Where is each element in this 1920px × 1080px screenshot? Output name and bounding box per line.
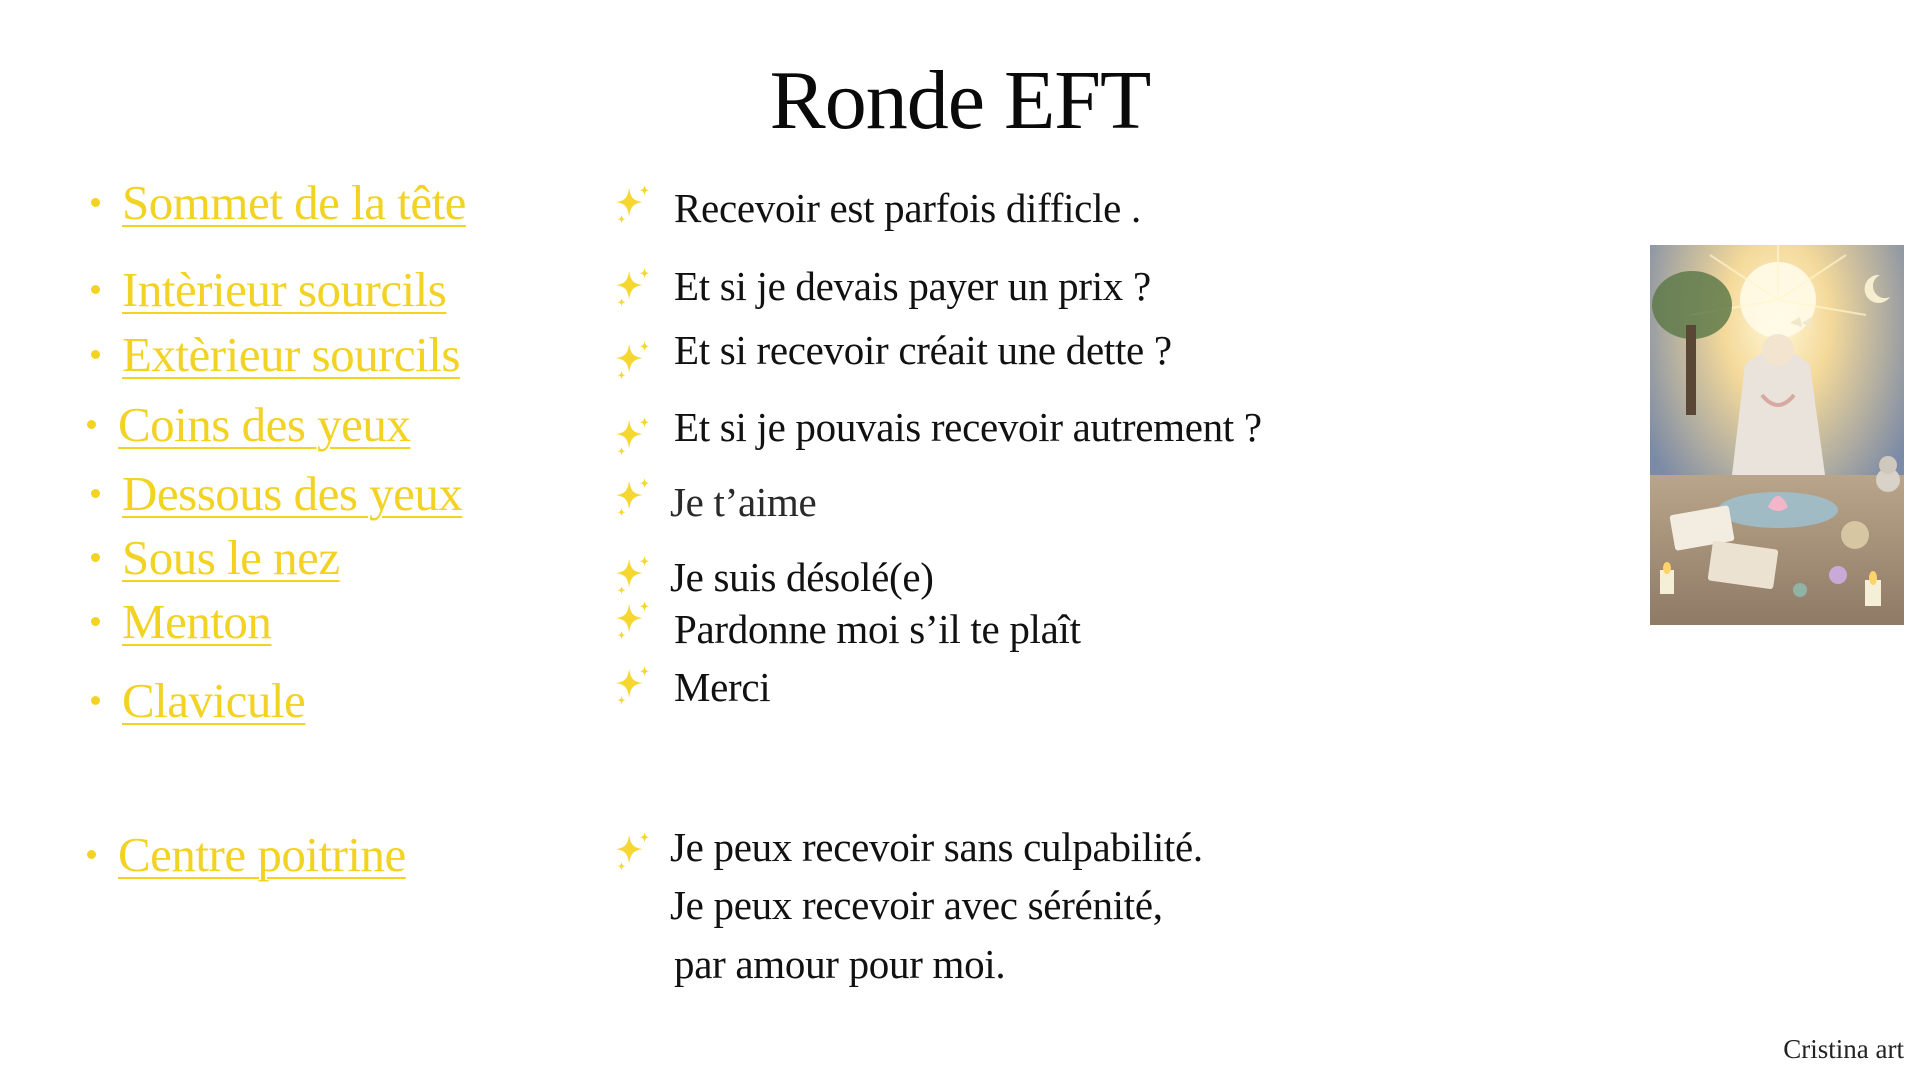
affirmation-line	[674, 940, 1005, 988]
affirmation-text: par amour pour moi.	[674, 941, 1006, 987]
phrase-item	[670, 553, 934, 601]
point-link-clavicule[interactable]: Clavicule	[122, 673, 306, 728]
point-item	[91, 261, 446, 318]
point-link-coins-des-yeux[interactable]: Coins des yeux	[118, 397, 411, 452]
phrase-text: Et si recevoir créait une dette ?	[674, 327, 1172, 373]
point-link-centre-poitrine[interactable]: Centre poitrine	[118, 827, 406, 882]
affirmation-line	[670, 881, 1163, 929]
phrase-text: Merci	[674, 664, 771, 710]
bullet-dot	[87, 850, 96, 859]
point-item	[91, 174, 466, 231]
bullet-dot	[91, 489, 100, 498]
point-link-dessous-des-yeux[interactable]: Dessous des yeux	[122, 466, 463, 521]
credit-text: Cristina art	[1783, 1034, 1904, 1064]
affirmation-line	[670, 823, 1203, 871]
phrase-text: Pardonne moi s’il te plaît	[674, 606, 1081, 652]
bullet-dot	[91, 285, 100, 294]
phrase-text: Et si je devais payer un prix ?	[674, 263, 1151, 309]
point-item	[87, 826, 406, 883]
phrase-item	[674, 184, 1141, 232]
point-link-exterieur-sourcils[interactable]: Extèrieur sourcils	[122, 327, 460, 382]
phrase-item	[670, 478, 816, 526]
bullet-dot	[91, 617, 100, 626]
sparkle-icon	[610, 829, 656, 875]
point-link-sommet-de-la-tete[interactable]: Sommet de la tête	[122, 175, 466, 230]
bullet-dot	[91, 696, 100, 705]
sparkle-icon	[610, 414, 656, 460]
phrase-text: Recevoir est parfois difficle .	[674, 185, 1141, 231]
sparkle-icon	[610, 338, 656, 384]
bullet-dot	[91, 553, 100, 562]
point-item	[91, 529, 340, 586]
bullet-dot	[91, 350, 100, 359]
spiritual-collage-image	[1650, 245, 1904, 625]
phrase-item	[674, 605, 1081, 653]
phrase-item	[674, 403, 1262, 451]
point-link-sous-le-nez[interactable]: Sous le nez	[122, 530, 340, 585]
sparkle-icon	[610, 598, 656, 644]
bullet-dot	[87, 420, 96, 429]
phrase-text: Et si je pouvais recevoir autrement ?	[674, 404, 1262, 450]
affirmation-text: Je peux recevoir sans culpabilité.	[670, 824, 1203, 870]
phrase-item	[674, 262, 1151, 310]
phrase-text: Je suis désolé(e)	[670, 554, 934, 600]
sparkle-icon	[610, 182, 656, 228]
point-link-interieur-sourcils[interactable]: Intèrieur sourcils	[122, 262, 447, 317]
sparkle-icon	[610, 265, 656, 311]
phrase-text: Je t’aime	[670, 479, 817, 525]
sparkle-icon	[610, 663, 656, 709]
phrase-item	[674, 326, 1172, 374]
page-title: Ronde EFT	[769, 54, 1151, 147]
point-item	[91, 672, 305, 729]
affirmation-text: Je peux recevoir avec sérénité,	[670, 882, 1163, 928]
phrase-item	[674, 663, 770, 711]
point-item	[91, 326, 460, 383]
bullet-dot	[91, 198, 100, 207]
point-link-menton[interactable]: Menton	[122, 594, 272, 649]
point-item	[87, 396, 410, 453]
point-item	[91, 593, 271, 650]
sparkle-icon	[610, 475, 656, 521]
point-item	[91, 465, 462, 522]
sparkle-icon	[610, 553, 656, 599]
